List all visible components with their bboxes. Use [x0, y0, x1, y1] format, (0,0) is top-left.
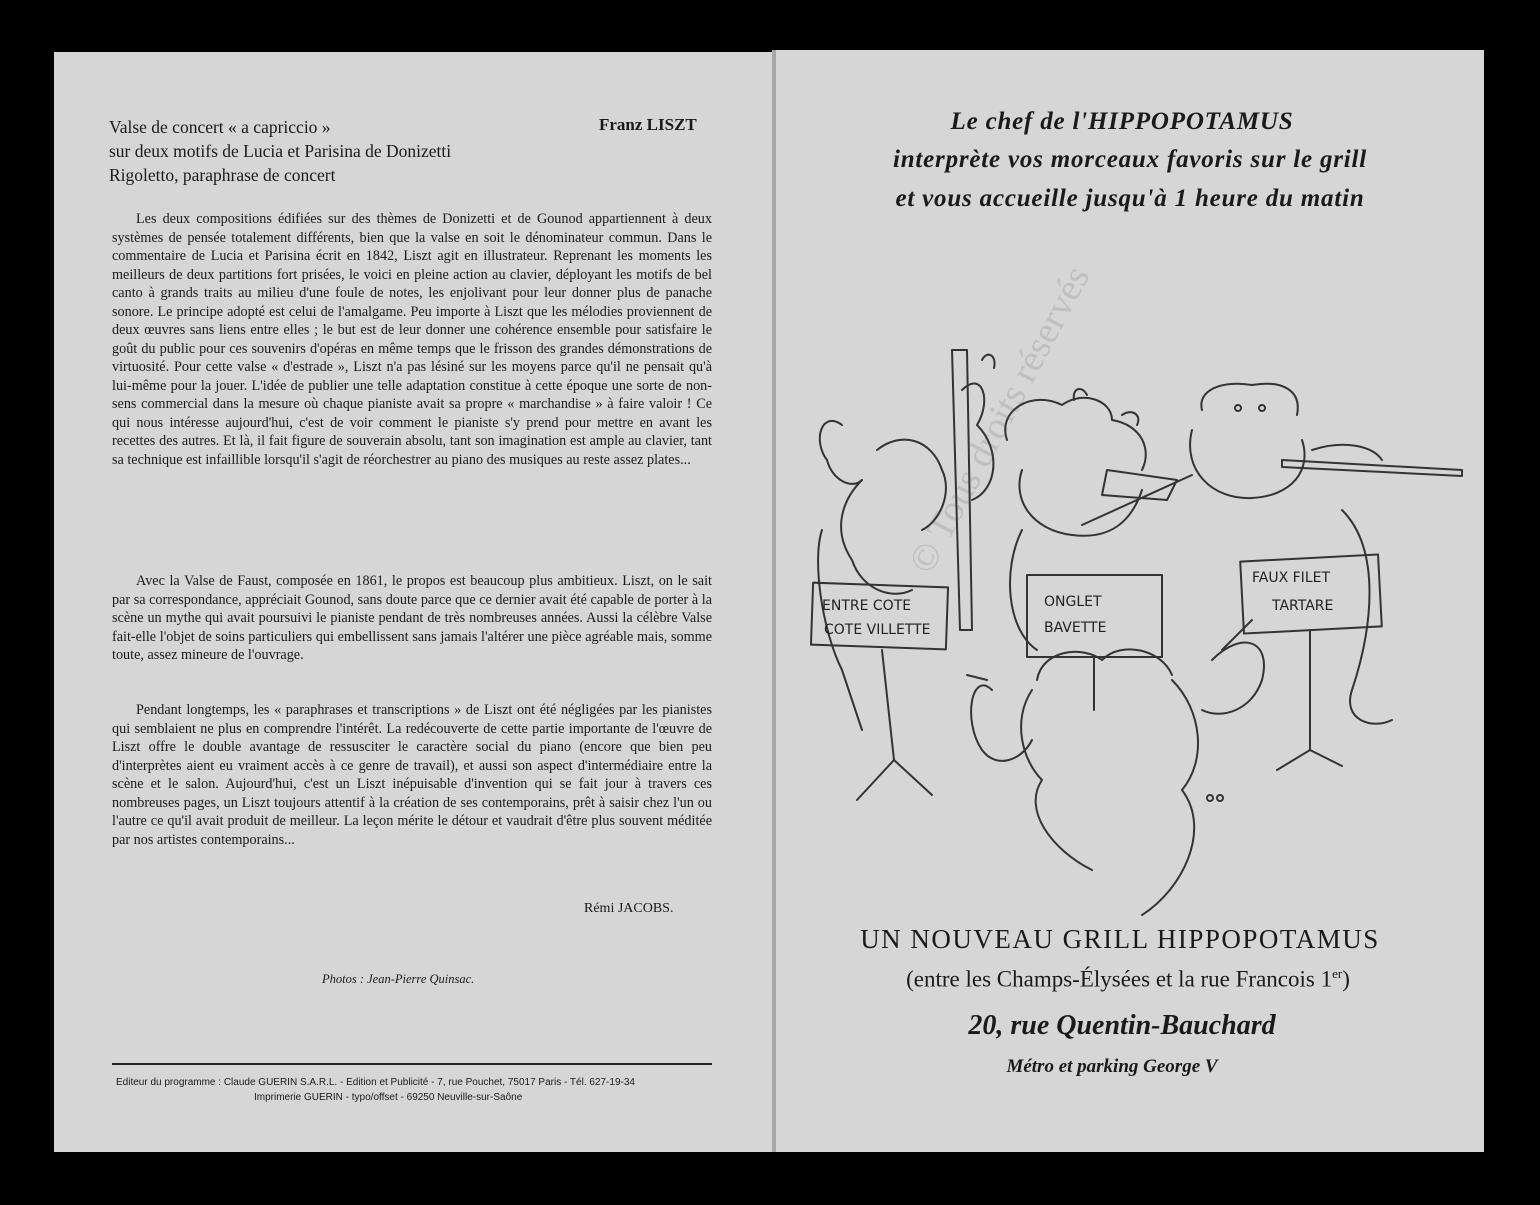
menu-card-1-line-2: COTE VILLETTE: [824, 622, 931, 638]
ad-header-line-2: interprète vos morceaux favoris sur le grill: [892, 146, 1368, 173]
menu-card-3-line-1: FAUX FILET: [1252, 570, 1331, 586]
piece-title-line-2: sur deux motifs de Lucia et Parisina de Donizetti: [109, 141, 452, 161]
imprint-line-1: Editeur du programme : Claude GUERIN S.A.R.L. - Edition et Publicité - 7, rue Pouchet, 75017 Paris - Tél. 627-19-34: [116, 1077, 635, 1088]
grill-address: 20, rue Quentin-Bauchard: [968, 1010, 1276, 1041]
right-page: [776, 50, 1484, 1152]
piece-title-line-1: Valse de concert « a capriccio »: [109, 117, 331, 137]
piece-title-line-3: Rigoletto, paraphrase de concert: [109, 165, 336, 185]
composer-name: Franz LISZT: [599, 115, 697, 134]
left-page: [54, 52, 774, 1152]
grill-headline: UN NOUVEAU GRILL HIPPOPOTAMUS: [860, 924, 1380, 954]
imprint-line-2: Imprimerie GUERIN - typo/offset - 69250 Neuville-sur-Saône: [254, 1092, 523, 1103]
menu-card-2-line-2: BAVETTE: [1044, 620, 1107, 636]
grill-location-line: (entre les Champs-Élysées et la rue Francois 1er): [906, 966, 1350, 992]
menu-card-1-line-1: ENTRE COTE: [822, 598, 912, 614]
imprint-divider: [112, 1063, 712, 1065]
ad-header-line-3: et vous accueille jusqu'à 1 heure du matin: [895, 185, 1365, 212]
menu-card-3-line-2: TARTARE: [1272, 598, 1334, 614]
menu-card-2-line-1: ONGLET: [1044, 594, 1102, 610]
grill-metro: Métro et parking George V: [1006, 1056, 1218, 1077]
paragraph-1: Les deux compositions édifiées sur des thèmes de Donizetti et de Gounod appartiennent à deux systèmes de pensée totalement différents, bien que la valse en soit le dénominateur commun. Dans le commentaire de Lucia et Parisina écrit en 1842, Liszt agit en illustrateur. Reprenant les moments les meilleurs de deux partitions fort prisées, le voici en pleine action au clavier, déployant les motifs de bel canto à grands traits au milieu d'une foule de notes, les enjolivant pour leur donner plus de panache sonore. Le principe adopté est celui de l'amalgame. Peu importe à Liszt que les mélodies proviennent de deux œuvres sans liens entre elles ; le but est de leur donner une cohérence ensemble pour satisfaire le goût du public pour ces souvenirs d'opéras en même temps que le frisson des grandes démonstrations de virtuosité. Pour cette valse « d'estrade », Liszt n'a pas lésiné sur les moyens parce qu'il ne pensait qu'à lui-même pour la jouer. L'idée de publier une telle adaptation constitue à cette époque une sorte de non-sens commercial dans la mesure où chaque pianiste avait sa propre « marchandise » à faire valoir ! Ce qui nous intéresse aujourd'hui, c'est de voir comment le pianiste s'y prend pour mettre en avant les recettes des autres. Et là, il fait figure de souverain absolu, tant son imagination est ample au clavier, tant sa technique est infaillible lorsqu'il s'agit de réorchestrer au piano des musiques au reste assez plates...: [112, 211, 712, 468]
paragraph-2: Avec la Valse de Faust, composée en 1861, le propos est beaucoup plus ambitieux. Liszt, on le sait par sa correspondance, appréciait Gounod, sans doute parce que ce dernier avait été capable de porter à la scène un mythe qui avait poursuivi le pianiste pendant de très nombreuses années. Aussi la célèbre Valse fait-elle l'objet de soins particuliers qui embellissent sans jamais l'altérer une pièce agréable mais, somme toute, assez mineure de l'ouvrage.: [112, 573, 712, 663]
hippo-orchestra-illustration: [782, 330, 1472, 930]
paragraph-3: Pendant longtemps, les « paraphrases et transcriptions » de Liszt ont été négligées par les pianistes qui semblaient ne plus en comprendre l'intérêt. La redécouverte de cette partie importante de l'œuvre de Liszt offre le double avantage de ressusciter le caractère social du piano (encore que bien peu d'interprètes aient eu vraiment accès à ce genre de travail), et aussi son aspect d'intermédiaire entre la scène et le salon. Aujourd'hui, c'est un Liszt inépuisable d'invention qui se fait jour à travers ces nombreuses pages, un Liszt toujours attentif à la création de ses contemporains, prêt à saisir chez l'un ou l'autre ce qu'il avait produit de meilleur. La leçon mérite le détour et vaudrait d'être plus souvent méditée par nos artistes contemporains...: [112, 702, 712, 848]
ad-header-line-1: Le chef de l'HIPPOPOTAMUS: [950, 108, 1294, 135]
photo-credit: Photos : Jean-Pierre Quinsac.: [322, 972, 475, 986]
copyright-watermark: © Tous droits réservés: [900, 259, 1099, 581]
signature: Rémi JACOBS.: [584, 901, 674, 916]
